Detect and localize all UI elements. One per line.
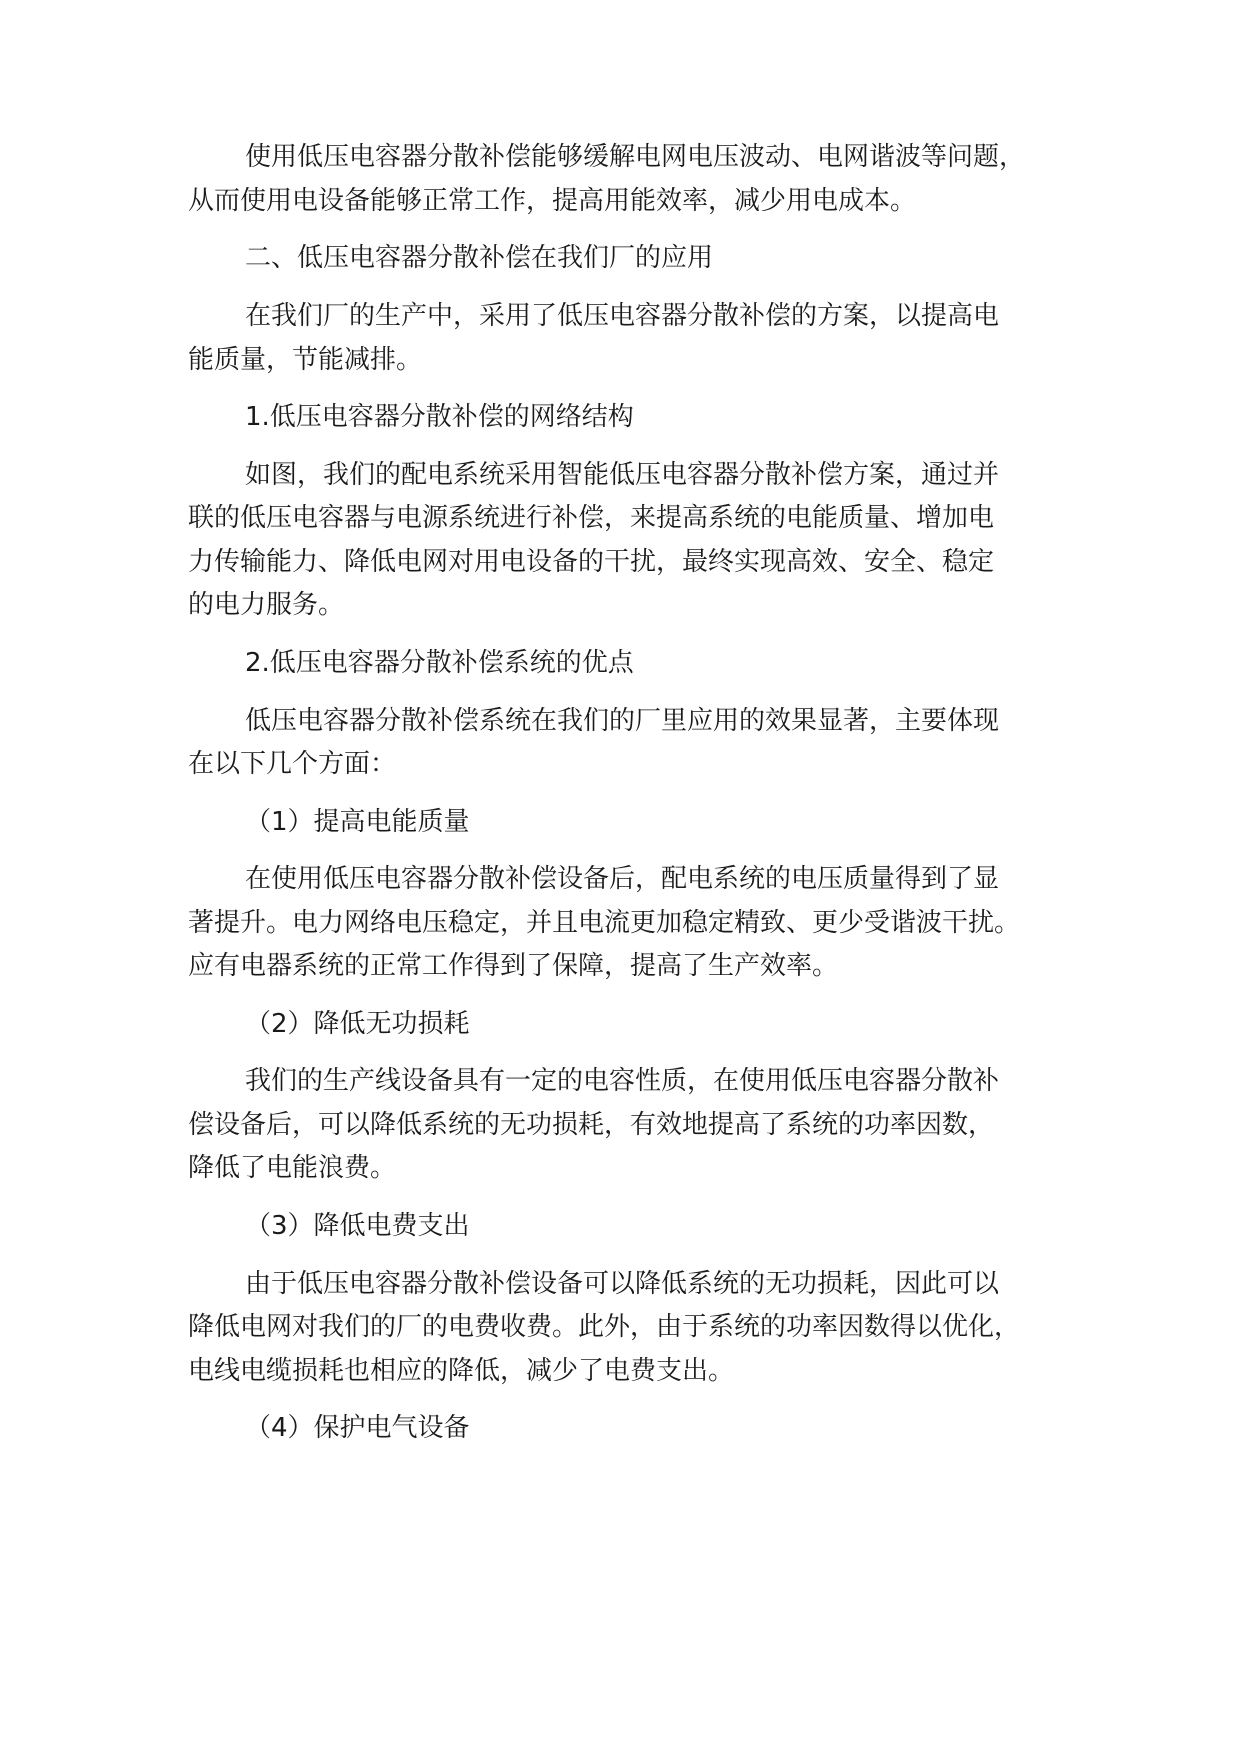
paragraph-line: 低压电容器分散补偿系统在我们的厂里应用的效果显著，主要体现 bbox=[245, 706, 1000, 736]
paragraph-line: 在使用低压电容器分散补偿设备后，配电系统的电压质量得到了显 bbox=[245, 864, 1000, 894]
paragraph-line: 如图，我们的配电系统采用智能低压电容器分散补偿方案，通过并 bbox=[245, 460, 1000, 490]
paragraph-line: 联的低压电容器与电源系统进行补偿，来提高系统的电能质量、增加电 bbox=[188, 503, 995, 533]
paragraph-line: 力传输能力、降低电网对用电设备的干扰，最终实现高效、安全、稳定 bbox=[188, 547, 995, 577]
paragraph-line: 由于低压电容器分散补偿设备可以降低系统的无功损耗，因此可以 bbox=[245, 1269, 1000, 1299]
section-heading: 二、低压电容器分散补偿在我们厂的应用 bbox=[245, 243, 714, 273]
item-heading: （4）保护电气设备 bbox=[245, 1413, 470, 1443]
item-heading: （2）降低无功损耗 bbox=[245, 1009, 470, 1039]
paragraph-line: 使用低压电容器分散补偿能够缓解电网电压波动、电网谐波等问题， bbox=[245, 142, 1026, 172]
item-heading: （1）提高电能质量 bbox=[245, 807, 470, 837]
paragraph-line: 降低了电能浪费。 bbox=[188, 1153, 397, 1183]
subsection-heading: 1.低压电容器分散补偿的网络结构 bbox=[245, 402, 634, 432]
paragraph-line: 在我们厂的生产中，采用了低压电容器分散补偿的方案，以提高电 bbox=[245, 301, 1000, 331]
paragraph-line: 应有电器系统的正常工作得到了保障，提高了生产效率。 bbox=[188, 951, 839, 981]
item-heading: （3）降低电费支出 bbox=[245, 1211, 470, 1241]
paragraph-line: 电线电缆损耗也相应的降低，减少了电费支出。 bbox=[188, 1356, 735, 1386]
paragraph-line: 在以下几个方面： bbox=[188, 749, 397, 779]
paragraph-line: 著提升。电力网络电压稳定，并且电流更加稳定精致、更少受谐波干扰。 bbox=[188, 908, 1021, 938]
paragraph-line: 降低电网对我们的厂的电费收费。此外，由于系统的功率因数得以优化， bbox=[188, 1312, 1021, 1342]
paragraph-line: 偿设备后，可以降低系统的无功损耗，有效地提高了系统的功率因数， bbox=[188, 1110, 995, 1140]
subsection-heading: 2.低压电容器分散补偿系统的优点 bbox=[245, 648, 634, 678]
paragraph-line: 的电力服务。 bbox=[188, 590, 345, 620]
paragraph-line: 能质量，节能减排。 bbox=[188, 345, 423, 375]
paragraph-line: 我们的生产线设备具有一定的电容性质，在使用低压电容器分散补 bbox=[245, 1066, 1000, 1096]
paragraph-line: 从而使用电设备能够正常工作，提高用能效率，减少用电成本。 bbox=[188, 186, 917, 216]
